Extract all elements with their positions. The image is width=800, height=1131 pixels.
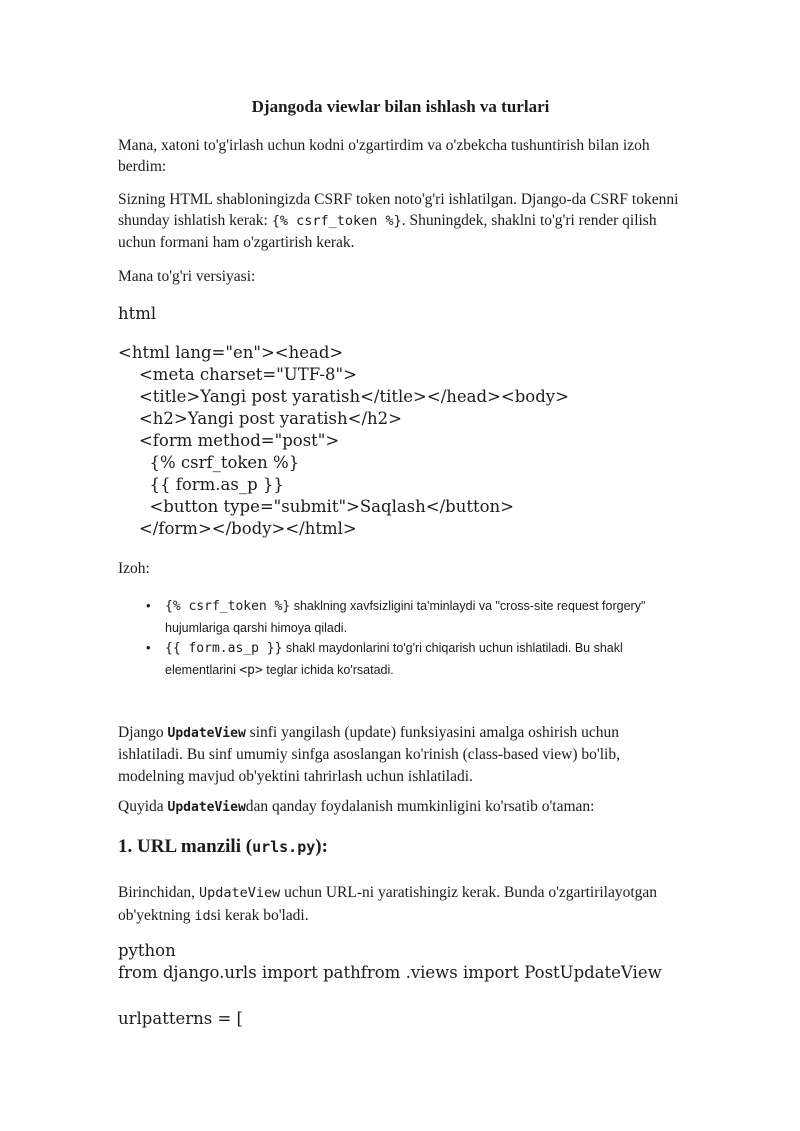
paragraph-intro: Mana, xatoni to'g'irlash uchun kodni o'zgartirdim va o'zbekcha tushuntirish bilan izoh berdim: [118,137,650,176]
code-block-python [118,940,683,984]
code-line: </form></body></html> [118,518,357,538]
inline-code-updateview: UpdateView [198,885,281,902]
inline-code-updateview: UpdateView [167,799,246,815]
inline-code-csrf-token: {% csrf_token %} [165,599,291,615]
code-language-label-python: python [118,940,176,960]
section-heading-url-manzili [118,834,683,860]
text-run: Birinchidan, [118,884,199,902]
text-run: teglar ichida ko'rsatadi. [262,662,394,677]
code-line-urlpatterns: urlpatterns = [ [118,1008,243,1028]
paragraph-csrf-explanation [118,189,683,254]
paragraph-birinchidan [118,882,683,927]
code-line: <form method="post"> [118,430,340,450]
text-run: . Shuningdek, shaklni to'g'ri render qilish uchun formani ham o'zgartirish kerak. [118,211,657,252]
code-line: from django.urls import pathfrom .views import PostUpdateView [118,962,662,982]
text-run: uchun URL-ni yaratishingiz kerak. Bunda o'zgartirilayotgan ob'yektning [118,884,658,924]
code-language-label-html: html [118,303,157,323]
text-run: shakl maydonlarini to'g'ri chiqarish uchun ishlatiladi. Bu shakl elementlarini [165,641,623,677]
paragraph-updateview [118,722,683,787]
text-run: 1. URL manzili ( [118,836,253,858]
text-run: si kerak bo'ladi. [210,906,309,924]
bullet-list [118,596,683,681]
inline-code-updateview: UpdateView [167,726,246,742]
text-run: ): [315,836,328,858]
page-title: Djangoda viewlar bilan ishlash va turlari [251,97,550,116]
paragraph-correct-version: Mana to'g'ri versiyasi: [118,268,256,286]
code-line: <meta charset="UTF-8"> [118,364,357,384]
text-run: Django [118,724,168,742]
code-line: <html lang="en"><head> [118,342,344,362]
text-run: sinfi yangilash (update) funksiyasini amalga oshirish uchun ishlatiladi. Bu sinf umumiy sinfga asoslangan ko'rinish (class-based view) bo'lib, modelning mavjud ob'yektini tahrirlash uchun ishlatiladi. [118,724,620,785]
inline-code-p-tag: <p> [239,662,263,678]
text-run: Quyida [118,797,168,815]
code-line: <button type="submit">Saqlash</button> [118,496,514,516]
inline-code-form-as-p: {{ form.as_p }} [165,641,283,657]
code-line: <title>Yangi post yaratish</title></head><body> [118,386,569,406]
inline-code-csrf-token: {% csrf_token %} [271,212,402,229]
inline-code-urls-py: urls.py [252,838,316,857]
code-line: <h2>Yangi post yaratish</h2> [118,408,402,428]
list-item [165,596,683,638]
text-run: Sizning HTML shabloningizda CSRF token noto'g'ri ishlatilgan. Django-da CSRF tokenni shunday ishlatish kerak: [118,190,679,229]
izoh-heading: Izoh: [118,559,150,577]
paragraph-quyida [118,796,683,818]
list-item [165,638,683,681]
text-run: shaklning xavfsizligini ta'minlaydi va "cross-site request forgery" hujumlariga qarshi himoya qiladi. [165,599,646,635]
code-block-html [118,342,683,540]
code-line: {{ form.as_p }} [118,474,284,494]
inline-code-id: id [194,907,211,924]
code-line: {% csrf_token %} [118,452,300,472]
text-run: dan qanday foydalanish mumkinligini ko'rsatib o'taman: [245,797,595,815]
